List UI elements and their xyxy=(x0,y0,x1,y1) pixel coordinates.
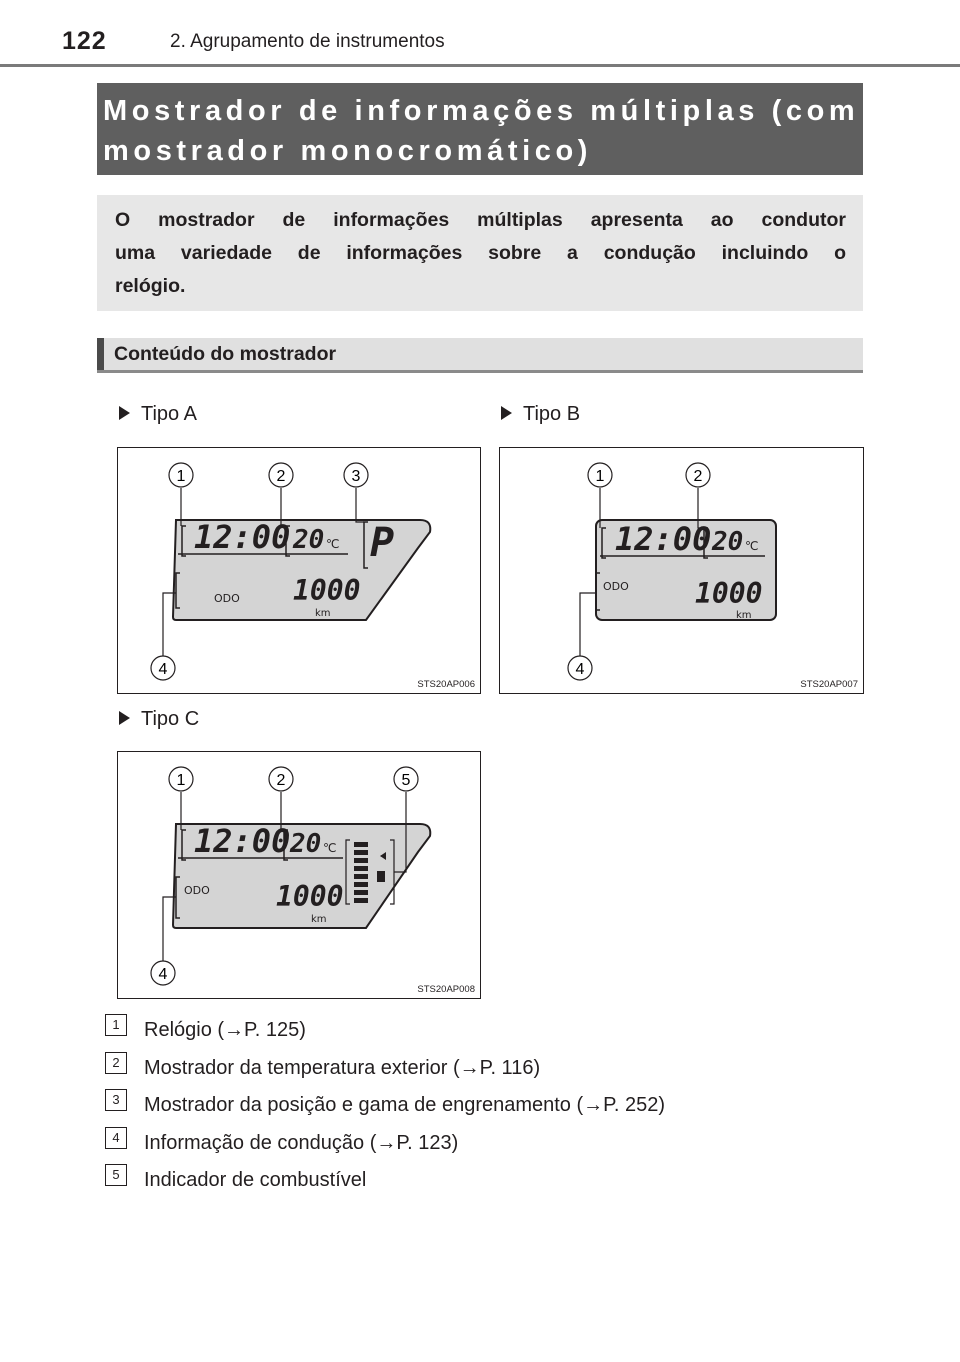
intro-line-2: uma variedade de informações sobre a condução incluindo o xyxy=(115,242,846,264)
type-a-label-text: Tipo A xyxy=(141,403,197,425)
header-rule xyxy=(0,64,960,67)
callout-4: 4 xyxy=(575,661,585,678)
odo-readout: 1000 xyxy=(276,880,344,913)
arrow-icon xyxy=(119,711,130,725)
figure-code: STS20AP008 xyxy=(417,984,475,995)
odo-unit: km xyxy=(311,914,327,925)
temperature-unit: ℃ xyxy=(326,537,340,551)
callout-2: 2 xyxy=(693,468,703,485)
arrow-icon xyxy=(501,406,512,420)
callout-2: 2 xyxy=(276,772,286,789)
clock-readout: 12:00 xyxy=(194,822,291,860)
legend-number: 1 xyxy=(105,1014,127,1036)
callout-2: 2 xyxy=(276,468,286,485)
clock-readout: 12:00 xyxy=(615,520,712,558)
title-line-2: mostrador monocromático) xyxy=(103,135,593,167)
section-heading-text: Conteúdo do mostrador xyxy=(114,343,337,365)
temperature-readout: 20 xyxy=(293,525,325,555)
legend-number: 4 xyxy=(105,1127,127,1149)
legend-number: 5 xyxy=(105,1164,127,1186)
section-heading xyxy=(97,338,863,373)
odo-label: ODO xyxy=(214,592,240,605)
page-number: 122 xyxy=(62,27,107,55)
callout-1: 1 xyxy=(176,468,186,485)
legend-text: Mostrador da posição e gama de engrenamento (→P. 252) xyxy=(144,1094,666,1116)
odo-readout: 1000 xyxy=(293,574,361,607)
figure-type-a xyxy=(117,447,481,694)
temperature-unit: ℃ xyxy=(745,539,759,553)
legend-text: Mostrador da temperatura exterior (→P. 116) xyxy=(144,1056,541,1079)
odo-unit: km xyxy=(736,610,752,621)
callout-5: 5 xyxy=(401,772,411,789)
figure-code: STS20AP007 xyxy=(800,679,858,690)
odo-unit: km xyxy=(315,608,331,619)
type-c-label-text: Tipo C xyxy=(141,708,200,730)
legend-text: Indicador de combustível xyxy=(144,1169,367,1191)
temperature-unit: ℃ xyxy=(323,841,337,855)
callout-1: 1 xyxy=(595,468,605,485)
arrow-icon xyxy=(119,406,130,420)
title-box xyxy=(97,83,863,175)
figure-type-b xyxy=(499,447,864,694)
callout-1: 1 xyxy=(176,772,186,789)
intro-box xyxy=(97,195,863,311)
figure-type-a-drawing xyxy=(118,448,480,693)
temperature-readout: 20 xyxy=(712,527,744,557)
gear-readout: P xyxy=(370,520,395,566)
chapter-title: 2. Agrupamento de instrumentos xyxy=(170,31,445,52)
legend-text: Relógio (→P. 125) xyxy=(144,1019,306,1041)
title-line-1: Mostrador de informações múltiplas (com xyxy=(103,95,860,127)
intro-line-3: relógio. xyxy=(115,275,186,297)
section-heading-bar xyxy=(97,338,104,370)
figure-type-c xyxy=(117,751,481,999)
legend-text: Informação de condução (→P. 123) xyxy=(144,1131,459,1154)
callout-3: 3 xyxy=(351,468,361,485)
clock-readout: 12:00 xyxy=(194,518,291,556)
type-c-label xyxy=(119,708,199,731)
temperature-readout: 20 xyxy=(290,829,322,859)
intro-line-1: O mostrador de informações múltiplas apresenta ao condutor xyxy=(115,209,846,231)
legend-number: 2 xyxy=(105,1052,127,1074)
legend-number: 3 xyxy=(105,1089,127,1111)
callout-4: 4 xyxy=(158,661,168,678)
figure-code: STS20AP006 xyxy=(417,679,475,690)
figure-type-b-drawing xyxy=(500,448,863,693)
figure-type-c-drawing xyxy=(118,752,480,998)
type-a-label xyxy=(119,403,197,426)
odo-label: ODO xyxy=(603,580,629,593)
callout-4: 4 xyxy=(158,966,168,983)
type-b-label-text: Tipo B xyxy=(523,403,581,425)
odo-label: ODO xyxy=(184,884,210,897)
type-b-label xyxy=(501,403,580,426)
odo-readout: 1000 xyxy=(695,577,763,610)
